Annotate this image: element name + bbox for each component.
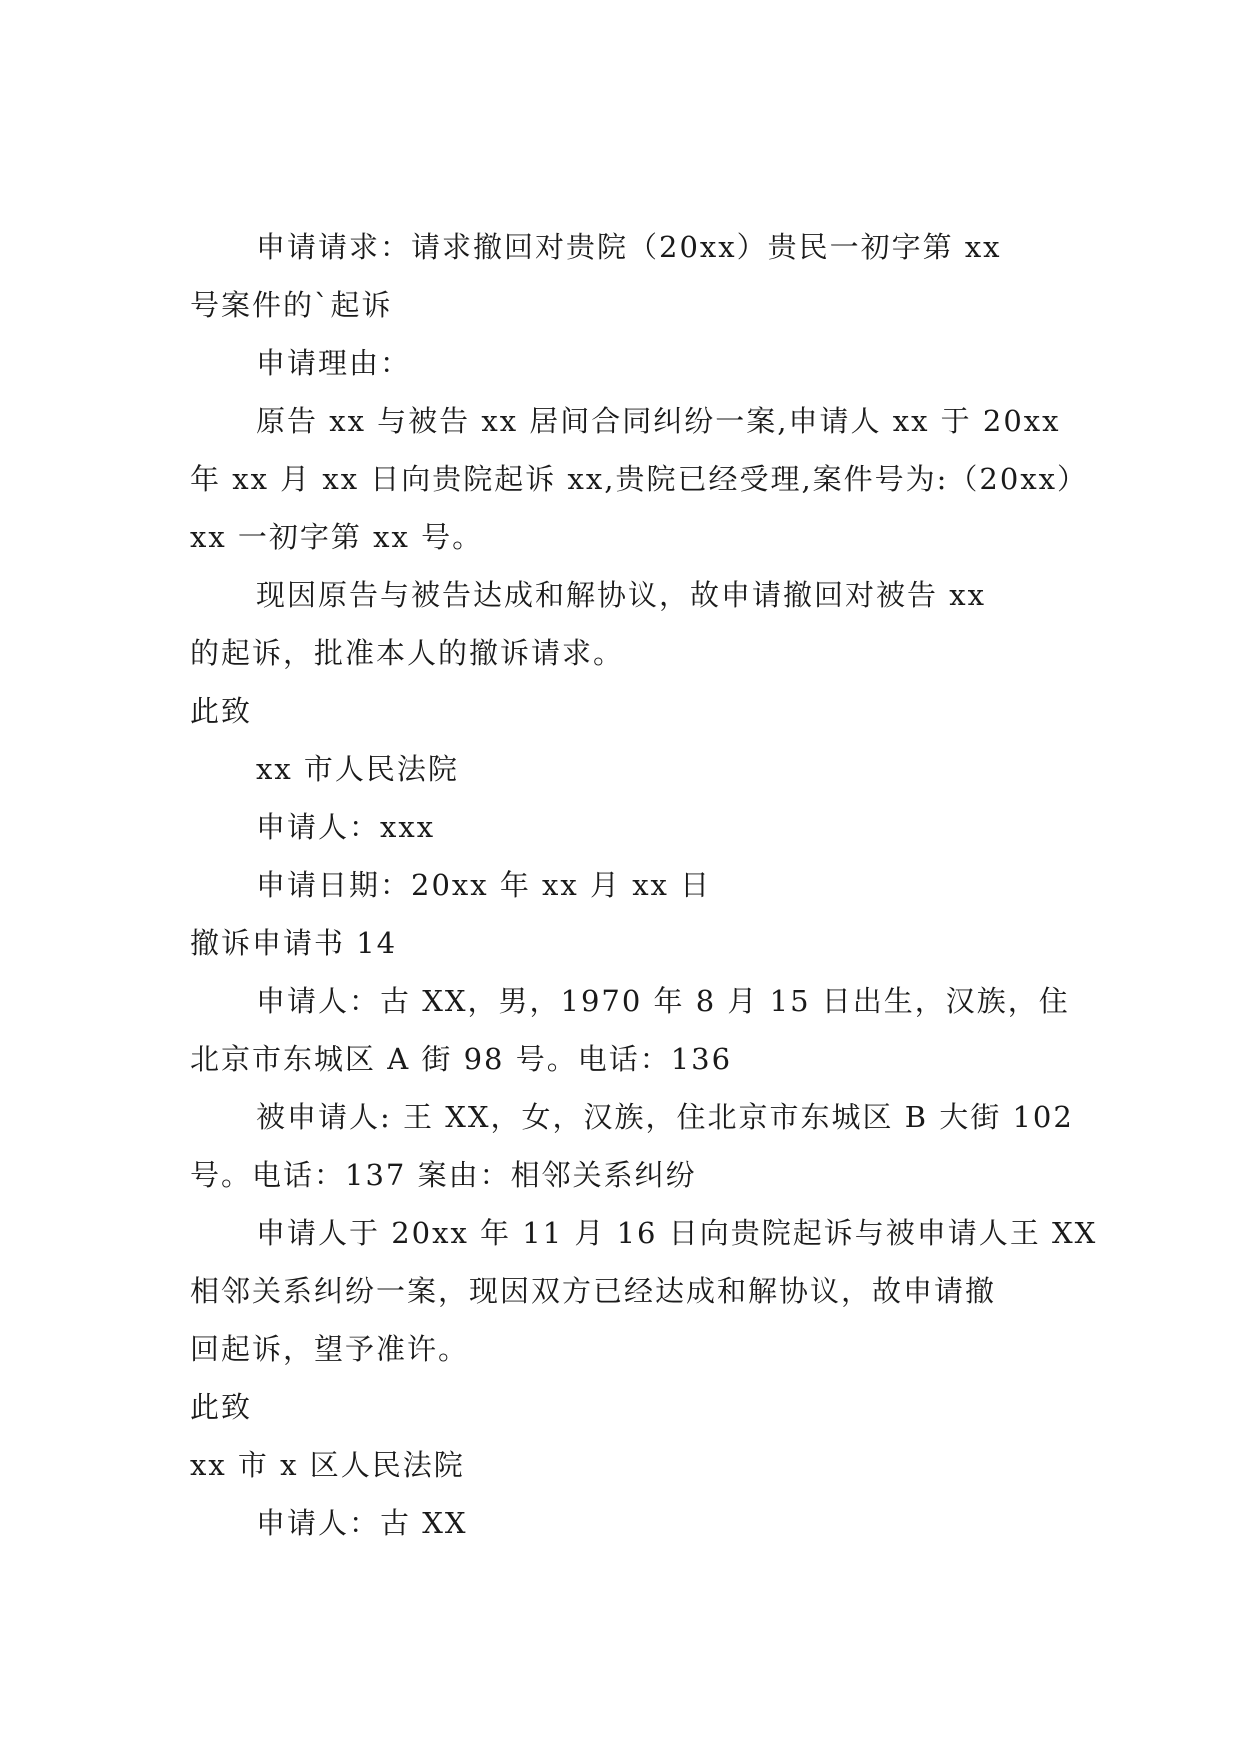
request-line-1: 申请请求：请求撤回对贵院（20xx）贵民一初字第 xx	[256, 230, 1002, 264]
reason-line-2: 年 xx 月 xx 日向贵院起诉 xx,贵院已经受理,案件号为:（20xx）	[190, 462, 1089, 496]
request-line-2: 号案件的`起诉	[190, 288, 393, 322]
reason-heading: 申请理由：	[256, 346, 412, 380]
reason-line-3: xx 一初字第 xx 号。	[190, 520, 484, 554]
body-line-1: 申请人于 20xx 年 11 月 16 日向贵院起诉与被申请人王 XX	[256, 1216, 1098, 1250]
body-line-2: 相邻关系纠纷一案，现因双方已经达成和解协议，故申请撤	[190, 1274, 997, 1308]
court-name-2: xx 市 x 区人民法院	[190, 1448, 465, 1482]
application-date: 申请日期：20xx 年 xx 月 xx 日	[256, 868, 712, 902]
document-body	[190, 218, 1098, 1552]
reason-line-1: 原告 xx 与被告 xx 居间合同纠纷一案,申请人 xx 于 20xx	[256, 404, 1061, 438]
section-title: 撤诉申请书 14	[190, 926, 398, 960]
reason-line-5: 的起诉，批准本人的撤诉请求。	[190, 636, 625, 670]
applicant-info-line-1: 申请人：古 XX，男，1970 年 8 月 15 日出生，汉族，住	[256, 984, 1070, 1018]
salutation: 此致	[190, 694, 253, 728]
respondent-info-line-2: 号。电话：137 案由：相邻关系纠纷	[190, 1158, 697, 1192]
applicant-info-line-2: 北京市东城区 A 街 98 号。电话：136	[190, 1042, 733, 1076]
body-line-3: 回起诉，望予准许。	[190, 1332, 470, 1366]
applicant-signature: 申请人：xxx	[256, 810, 436, 844]
respondent-info-line-1: 被申请人: 王 XX，女，汉族，住北京市东城区 B 大街 102	[256, 1100, 1074, 1134]
applicant-signature-2: 申请人：古 XX	[256, 1506, 468, 1540]
court-name: xx 市人民法院	[256, 752, 459, 786]
salutation-2: 此致	[190, 1390, 253, 1424]
reason-line-4: 现因原告与被告达成和解协议，故申请撤回对被告 xx	[256, 578, 986, 612]
